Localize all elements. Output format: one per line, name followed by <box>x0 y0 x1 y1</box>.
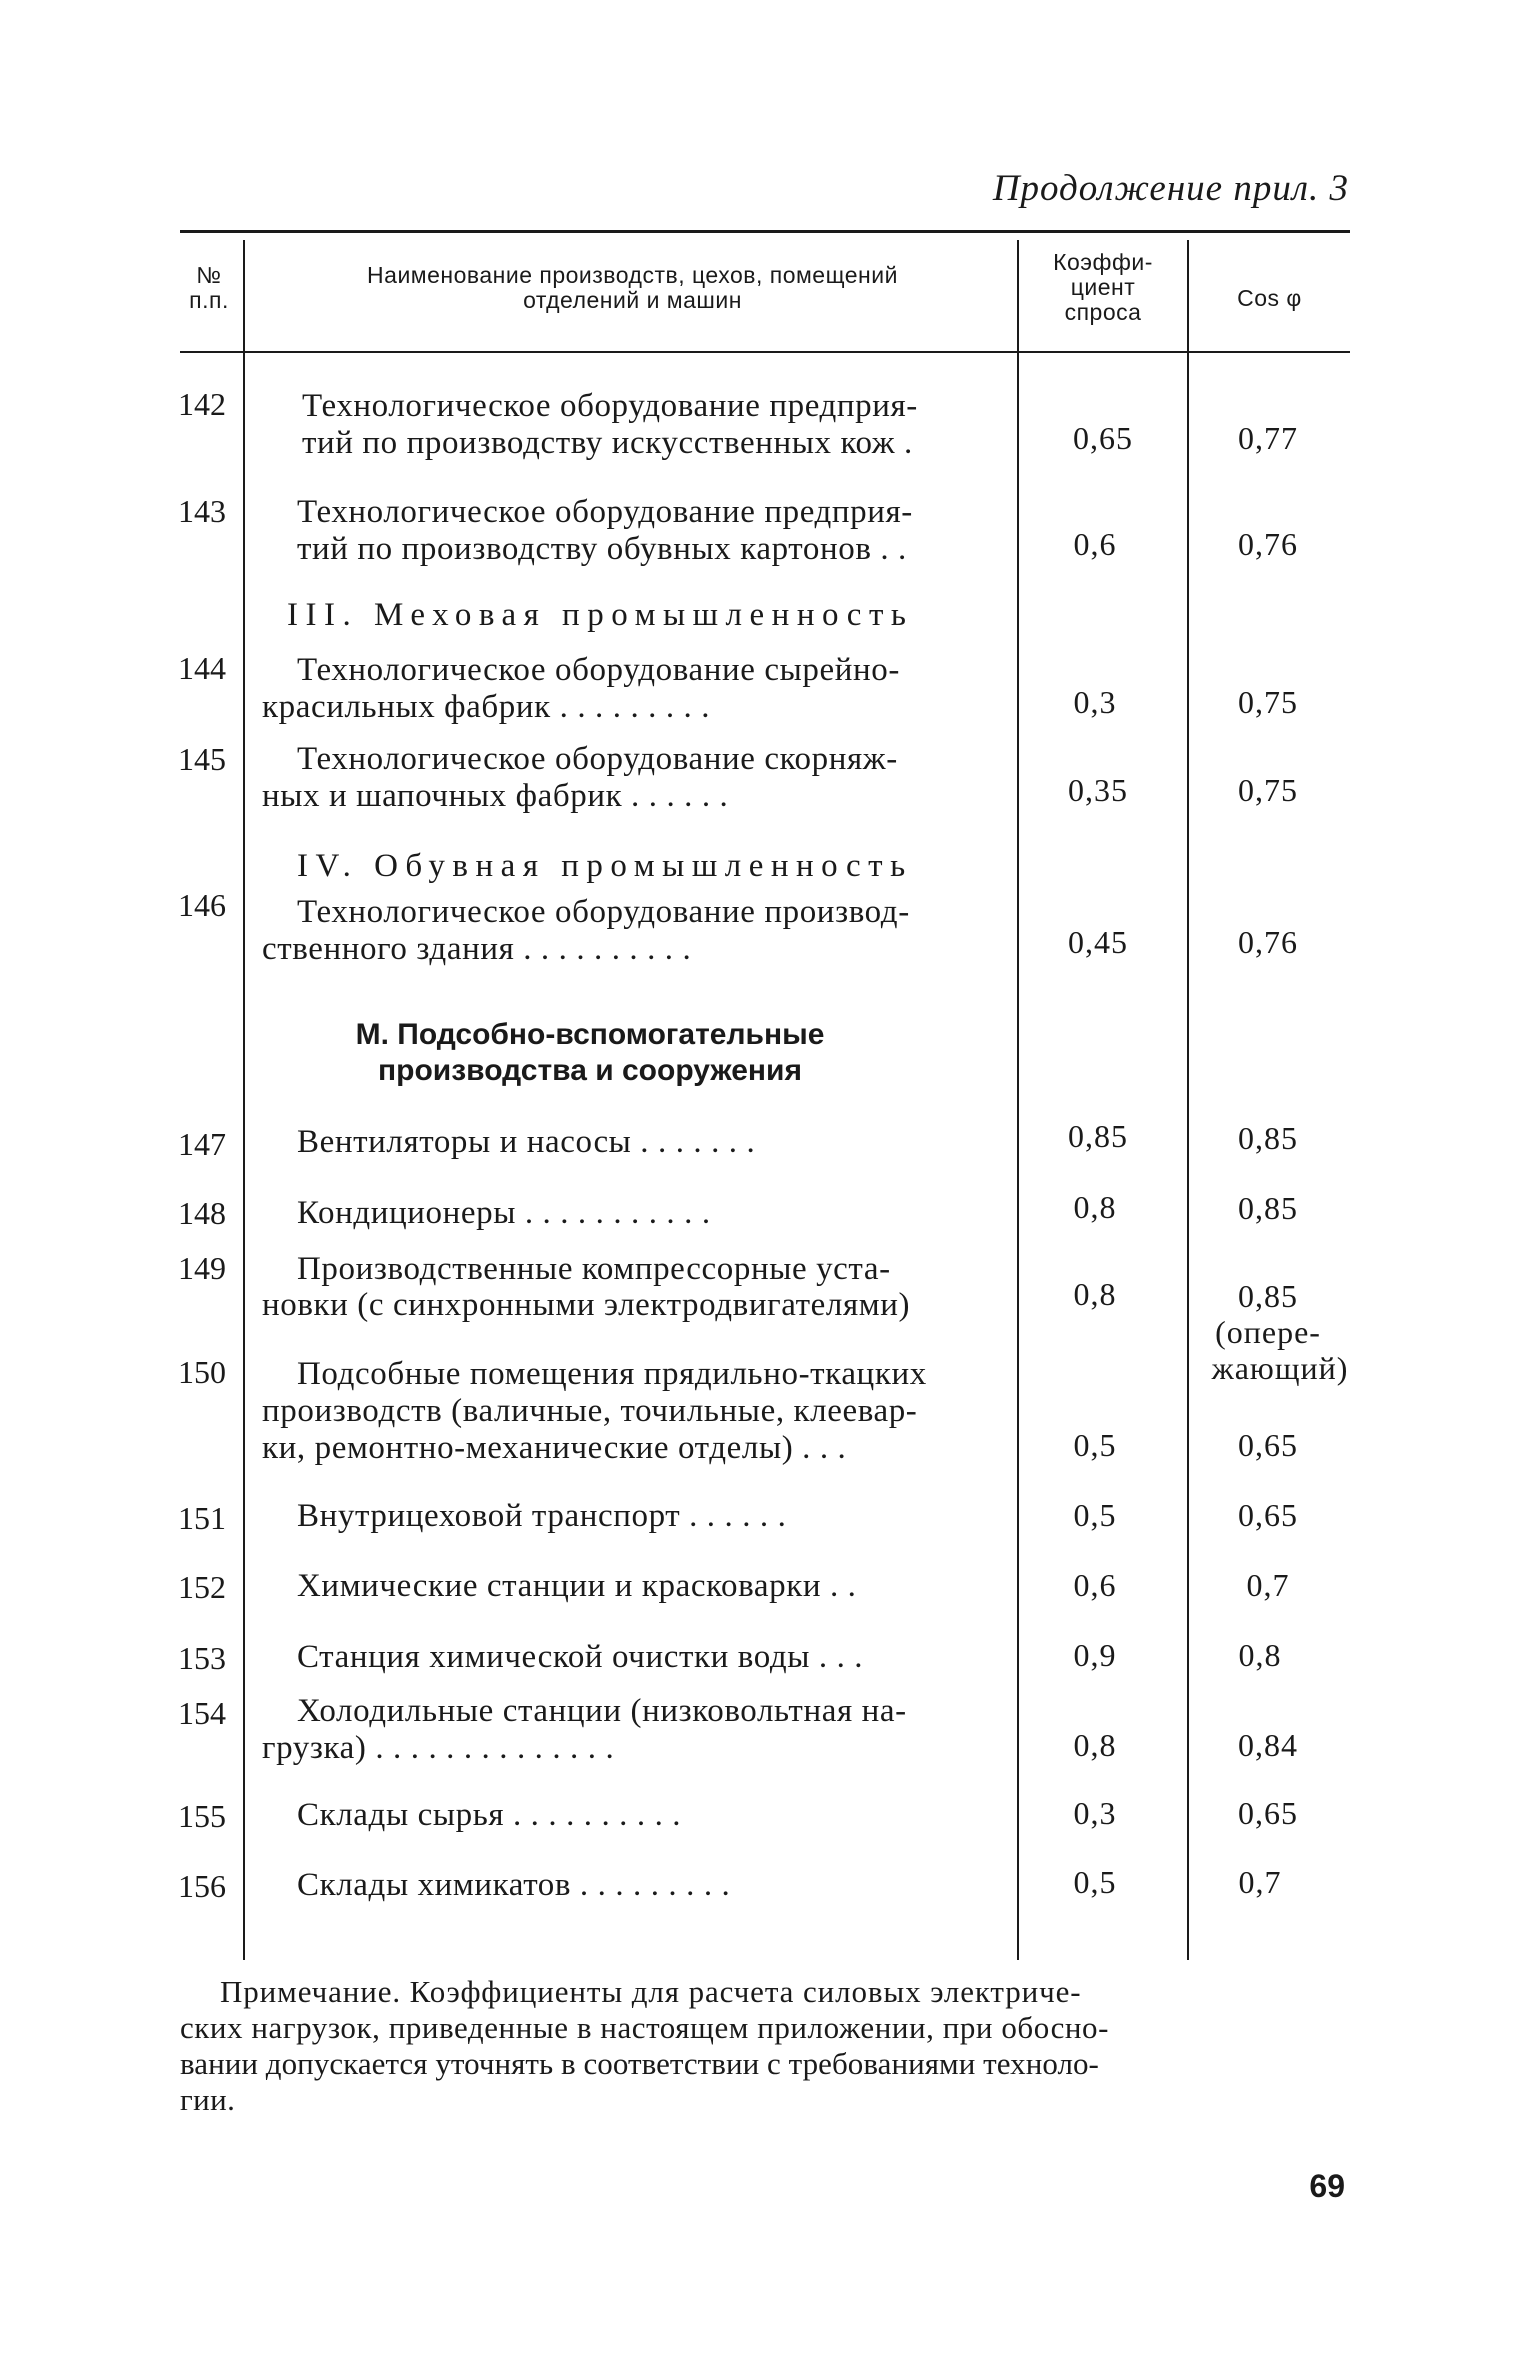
row-cos: 0,75 <box>1238 772 1298 808</box>
continuation-label: Продолжение прил. 3 <box>992 168 1349 209</box>
table-header-rule <box>180 351 1350 353</box>
row-cos: 0,85 <box>1238 1190 1298 1226</box>
row-coefficient: 0,35 <box>1068 772 1128 808</box>
section-heading: IV. Обувная промышленность <box>297 848 913 884</box>
table-top-rule <box>180 230 1350 233</box>
row-number: 155 <box>178 1798 226 1834</box>
row-name-line: Технологическое оборудование скорняж- <box>297 741 898 777</box>
row-number: 154 <box>178 1695 226 1731</box>
row-name-line: Технологическое оборудование предприя- <box>297 494 913 530</box>
footnote-line: Примечание. Коэффициенты для расчета силовых электриче- <box>220 1974 1082 2009</box>
row-number: 147 <box>178 1126 226 1162</box>
column-divider-2 <box>1017 240 1019 1960</box>
row-name-line: Внутрицеховой транспорт . . . . . . <box>297 1498 787 1534</box>
row-name-line: Кондиционеры . . . . . . . . . . . <box>297 1195 711 1231</box>
row-name-line: тий по производству обувных картонов . . <box>297 531 907 567</box>
footnote-line: вании допускается уточнять в соответствии с требованиями техноло- <box>180 2046 1099 2081</box>
row-name-line: Технологическое оборудование производ- <box>297 894 910 930</box>
row-name-line: Технологическое оборудование сырейно- <box>297 652 900 688</box>
row-coefficient: 0,6 <box>1073 1567 1117 1603</box>
row-number: 150 <box>178 1354 226 1390</box>
row-cos-note: жающий) <box>1211 1350 1349 1386</box>
row-number: 143 <box>178 493 226 529</box>
row-name-line: Технологическое оборудование предприя- <box>302 388 918 424</box>
row-number: 146 <box>178 887 226 923</box>
row-cos: 0,7 <box>1238 1864 1282 1900</box>
row-number: 142 <box>178 386 226 422</box>
row-cos-note: (опере- <box>1215 1314 1321 1350</box>
footnote-line: гии. <box>180 2082 236 2117</box>
row-name-line: Станция химической очистки воды . . . <box>297 1639 864 1675</box>
row-name-line: ственного здания . . . . . . . . . . <box>262 931 692 967</box>
row-name-line: производств (валичные, точильные, клеевар- <box>262 1393 918 1429</box>
row-coefficient: 0,8 <box>1073 1727 1117 1763</box>
row-coefficient: 0,3 <box>1073 684 1117 720</box>
row-cos: 0,85 <box>1238 1120 1298 1156</box>
row-coefficient: 0,5 <box>1073 1497 1117 1533</box>
row-cos: 0,84 <box>1238 1727 1298 1763</box>
row-cos: 0,65 <box>1238 1497 1298 1533</box>
row-name-line: красильных фабрик . . . . . . . . . <box>262 689 711 725</box>
row-name-line: тий по производству искусственных кож . <box>302 425 913 461</box>
row-cos: 0,65 <box>1238 1795 1298 1831</box>
row-coefficient: 0,8 <box>1073 1276 1117 1312</box>
header-name: Наименование производств, цехов, помещений отделений и машин <box>367 262 898 313</box>
page-number: 69 <box>1309 2168 1345 2204</box>
row-cos: 0,8 <box>1238 1637 1282 1673</box>
row-number: 148 <box>178 1195 226 1231</box>
section-heading: III. Меховая промышленность <box>287 597 914 633</box>
row-number: 144 <box>178 650 226 686</box>
row-name-line: грузка) . . . . . . . . . . . . . . <box>262 1730 615 1766</box>
row-cos: 0,85 <box>1238 1278 1298 1314</box>
row-cos: 0,76 <box>1238 526 1298 562</box>
column-divider-1 <box>243 240 245 1960</box>
row-number: 152 <box>178 1569 226 1605</box>
row-number: 145 <box>178 741 226 777</box>
row-name-line: Химические станции и красковарки . . <box>297 1568 857 1604</box>
row-coefficient: 0,3 <box>1073 1795 1117 1831</box>
row-coefficient: 0,45 <box>1068 924 1128 960</box>
footnote-line: ских нагрузок, приведенные в настоящем приложении, при обосно- <box>180 2010 1109 2045</box>
row-name-line: Склады сырья . . . . . . . . . . <box>297 1797 682 1833</box>
row-number: 149 <box>178 1250 226 1286</box>
row-name-line: Холодильные станции (низковольтная на- <box>297 1693 907 1729</box>
header-number: № п.п. <box>189 262 229 313</box>
header-cos-phi: Cos φ <box>1237 285 1302 311</box>
row-name-line: Подсобные помещения прядильно-ткацких <box>297 1356 927 1392</box>
row-name-line: ных и шапочных фабрик . . . . . . <box>262 778 729 814</box>
row-cos: 0,76 <box>1238 924 1298 960</box>
row-name-line: Производственные компрессорные уста- <box>297 1251 891 1287</box>
row-coefficient: 0,5 <box>1073 1427 1117 1463</box>
row-coefficient: 0,85 <box>1068 1118 1128 1154</box>
row-name-line: Склады химикатов . . . . . . . . . <box>297 1867 731 1903</box>
row-number: 153 <box>178 1640 226 1676</box>
row-coefficient: 0,9 <box>1073 1637 1117 1673</box>
section-heading: М. Подсобно-вспомогательные производства и сооружения <box>355 1018 825 1087</box>
row-name-line: новки (с синхронными электродвигателями) <box>262 1287 911 1323</box>
row-cos: 0,65 <box>1238 1427 1298 1463</box>
row-coefficient: 0,5 <box>1073 1864 1117 1900</box>
row-name-line: Вентиляторы и насосы . . . . . . . <box>297 1124 756 1160</box>
row-coefficient: 0,8 <box>1073 1189 1117 1225</box>
row-cos: 0,77 <box>1238 420 1298 456</box>
row-number: 151 <box>178 1500 226 1536</box>
row-coefficient: 0,65 <box>1073 420 1133 456</box>
row-cos: 0,7 <box>1246 1567 1290 1603</box>
header-coefficient: Коэффи- циент спроса <box>1053 249 1153 325</box>
row-name-line: ки, ремонтно-механические отделы) . . . <box>262 1430 847 1466</box>
row-cos: 0,75 <box>1238 684 1298 720</box>
row-coefficient: 0,6 <box>1073 526 1117 562</box>
row-number: 156 <box>178 1868 226 1904</box>
column-divider-3 <box>1187 240 1189 1960</box>
